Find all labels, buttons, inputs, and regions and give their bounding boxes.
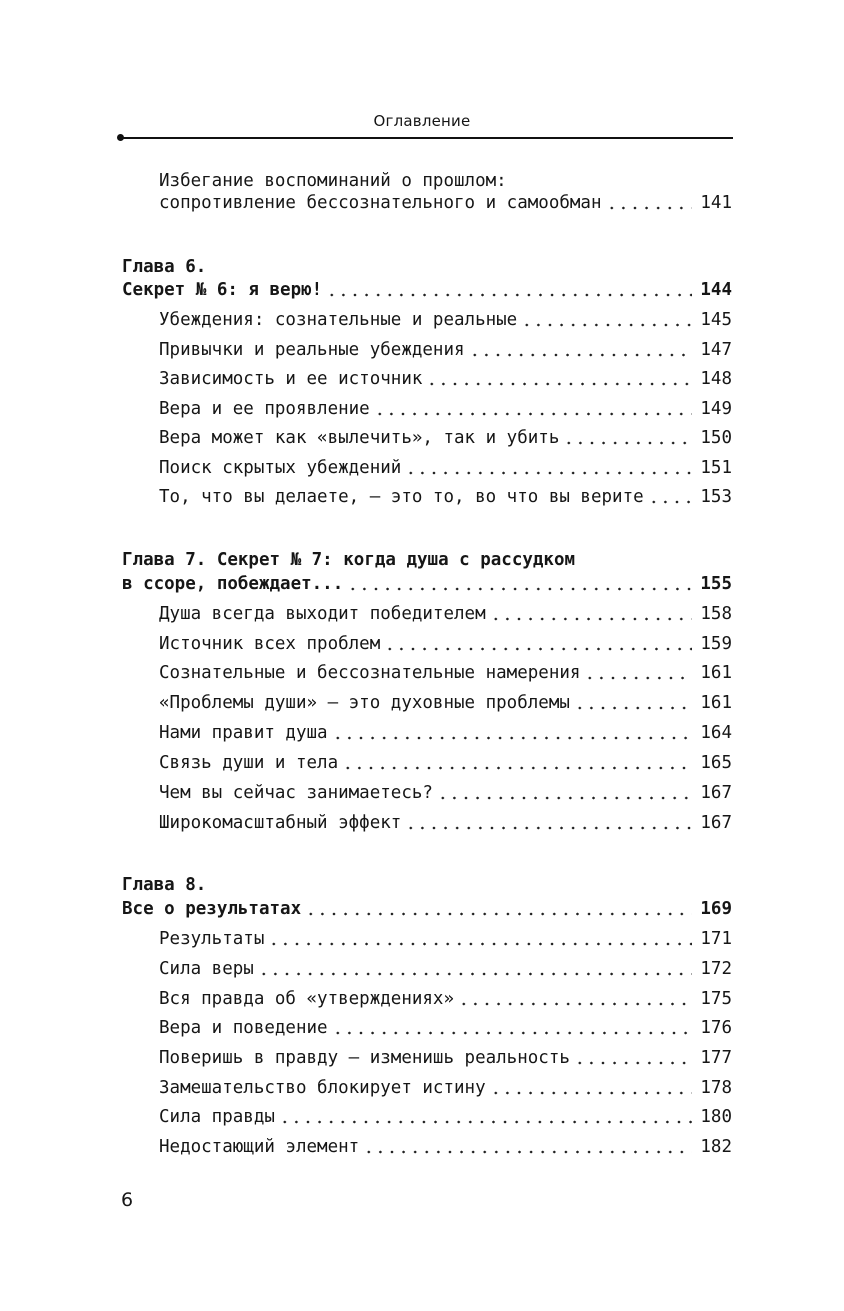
toc-entry-title: Поверишь в правду — изменишь реальность <box>159 1048 570 1068</box>
toc-entry-page: 161 <box>700 693 732 713</box>
dot-leader <box>279 1111 692 1125</box>
dot-leader <box>347 578 692 592</box>
toc-entry-page: 145 <box>700 310 732 330</box>
toc-entry-page: 147 <box>700 340 732 360</box>
toc-entry-page: 151 <box>700 458 732 478</box>
toc-entry[interactable] <box>159 986 732 1010</box>
toc-entry-title: Связь души и тела <box>159 753 339 773</box>
dot-leader <box>574 697 692 711</box>
dot-leader <box>437 787 692 801</box>
toc-entry-title: То, что вы делаете, — это то, во что вы верите <box>159 487 644 507</box>
toc-entry-title: в ссоре, побеждает... <box>122 574 344 594</box>
running-head: Оглавление <box>373 112 471 130</box>
toc-entry-page: 167 <box>700 813 732 833</box>
toc-entry[interactable] <box>159 810 732 834</box>
toc-entry-page: 149 <box>700 399 732 419</box>
toc-entry-title: Недостающий элемент <box>159 1137 360 1157</box>
toc-entry-title: «Проблемы души» — это духовные проблемы <box>159 693 570 713</box>
dot-leader <box>374 403 692 417</box>
toc-entry[interactable] <box>159 307 732 331</box>
toc-entry-page: 167 <box>700 783 732 803</box>
toc-entry[interactable] <box>159 720 732 744</box>
toc-entry-title: Вера и ее проявление <box>159 399 370 419</box>
toc-entry-title: Убеждения: сознательные и реальные <box>159 310 518 330</box>
toc-entry-title: Замешательство блокирует истину <box>159 1078 486 1098</box>
toc-entry-page: 171 <box>700 929 732 949</box>
toc-entry-title: Вера и поведение <box>159 1018 328 1038</box>
toc-intro-entry[interactable] <box>159 190 732 214</box>
toc-entry-title: Сила веры <box>159 959 254 979</box>
toc-entry-page: 175 <box>700 989 732 1009</box>
toc-entry-title: Нами правит душа <box>159 723 328 743</box>
toc-entry-page: 177 <box>700 1048 732 1068</box>
toc-entry[interactable] <box>159 1075 732 1099</box>
dot-leader <box>584 667 692 681</box>
dot-leader <box>363 1141 692 1155</box>
toc-entry[interactable] <box>159 750 732 774</box>
toc-entry-title: Секрет № 6: я верю! <box>122 280 323 300</box>
dot-leader <box>258 963 692 977</box>
dot-leader <box>606 197 692 211</box>
dot-leader <box>458 993 692 1007</box>
toc-entry-page: 180 <box>700 1107 732 1127</box>
dot-leader <box>405 462 692 476</box>
dot-leader <box>332 1022 692 1036</box>
toc-entry-title: Вера может как «вылечить», так и убить <box>159 428 560 448</box>
toc-entry[interactable] <box>159 455 732 479</box>
toc-entry-title: Все о результатах <box>122 899 302 919</box>
dot-leader <box>521 314 692 328</box>
chapter-title-entry[interactable] <box>122 571 732 595</box>
toc-entry[interactable] <box>159 484 732 508</box>
toc-entry-page: 148 <box>700 369 732 389</box>
dot-leader <box>268 933 692 947</box>
toc-entry-title: Вся правда об «утверждениях» <box>159 989 455 1009</box>
toc-entry-title: Привычки и реальные убеждения <box>159 340 465 360</box>
toc-entry-title: Чем вы сейчас занимаетесь? <box>159 783 433 803</box>
toc-entry-page: 141 <box>700 193 732 213</box>
toc-entry[interactable] <box>159 366 732 390</box>
toc-entry-page: 176 <box>700 1018 732 1038</box>
toc-entry[interactable] <box>159 396 732 420</box>
toc-entry[interactable] <box>159 956 732 980</box>
dot-leader <box>563 432 692 446</box>
toc-entry-page: 144 <box>700 280 732 300</box>
toc-entry[interactable] <box>159 631 732 655</box>
toc-entry[interactable] <box>159 425 732 449</box>
toc-entry-title: Источник всех проблем <box>159 634 381 654</box>
toc-entry-page: 182 <box>700 1137 732 1157</box>
toc-entry-page: 155 <box>700 574 732 594</box>
toc-entry[interactable] <box>159 1104 732 1128</box>
dot-leader <box>305 903 692 917</box>
dot-leader <box>405 817 692 831</box>
toc-entry-title: Результаты <box>159 929 265 949</box>
toc-entry-page: 153 <box>700 487 732 507</box>
toc-entry[interactable] <box>159 1134 732 1158</box>
chapter-title-entry[interactable] <box>122 277 732 301</box>
toc-entry-title: Зависимость и ее источник <box>159 369 423 389</box>
toc-entry[interactable] <box>159 1045 732 1069</box>
toc-entry-page: 164 <box>700 723 732 743</box>
dot-leader <box>326 284 692 298</box>
dot-leader <box>490 1082 692 1096</box>
page-number: 6 <box>121 1189 134 1211</box>
toc-entry-page: 159 <box>700 634 732 654</box>
toc-entry-page: 150 <box>700 428 732 448</box>
toc-entry[interactable] <box>159 690 732 714</box>
toc-entry-page: 172 <box>700 959 732 979</box>
chapter-heading: Глава 8. <box>122 875 207 895</box>
toc-entry[interactable] <box>159 660 732 684</box>
toc-entry-title: Сознательные и бессознательные намерения <box>159 663 581 683</box>
toc-entry-title: Душа всегда выходит победителем <box>159 604 486 624</box>
dot-leader <box>342 757 692 771</box>
toc-entry[interactable] <box>159 780 732 804</box>
dot-leader <box>469 344 692 358</box>
dot-leader <box>648 491 692 505</box>
dot-leader <box>384 638 692 652</box>
dot-leader <box>332 727 692 741</box>
toc-entry-page: 169 <box>700 899 732 919</box>
toc-entry-page: 161 <box>700 663 732 683</box>
dot-leader <box>426 373 692 387</box>
chapter-title-entry[interactable] <box>122 896 732 920</box>
toc-entry-title: Поиск скрытых убеждений <box>159 458 402 478</box>
toc-entry-page: 158 <box>700 604 732 624</box>
toc-entry[interactable] <box>159 337 732 361</box>
toc-intro-line1: Избегание воспоминаний о прошлом: <box>159 171 507 191</box>
toc-entry[interactable] <box>159 1015 732 1039</box>
chapter-heading: Глава 6. <box>122 257 207 277</box>
toc-entry-page: 165 <box>700 753 732 773</box>
toc-entry-title: Широкомасштабный эффект <box>159 813 402 833</box>
chapter-heading: Глава 7. Секрет № 7: когда душа с рассудком <box>122 550 576 570</box>
toc-entry[interactable] <box>159 926 732 950</box>
toc-entry[interactable] <box>159 601 732 625</box>
dot-leader <box>574 1052 692 1066</box>
toc-entry-title: Сила правды <box>159 1107 275 1127</box>
toc-entry-page: 178 <box>700 1078 732 1098</box>
dot-leader <box>490 608 692 622</box>
toc-entry-title: сопротивление бессознательного и самообман <box>159 193 602 213</box>
